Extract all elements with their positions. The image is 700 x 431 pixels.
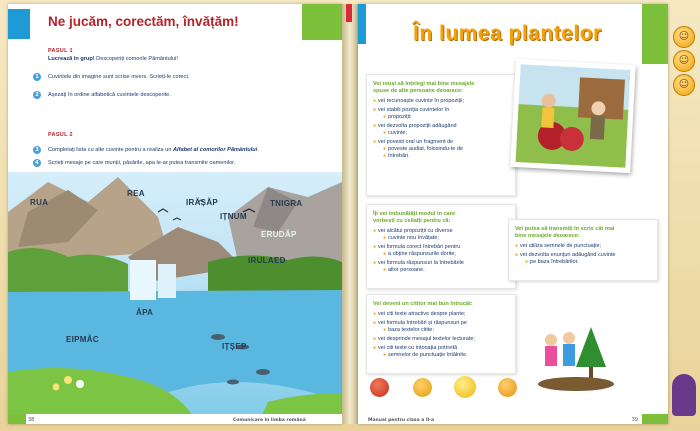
card1-title-line2: spuse de alte persoane deoarece: — [373, 88, 463, 94]
card1-bullet-3a: ● vei dezvolta propoziții adăugând — [373, 123, 457, 130]
side-toolbar — [670, 4, 700, 431]
bird-icon — [173, 218, 181, 220]
right-mountains — [228, 182, 342, 267]
card4-bullet-3: ● vei desprinde mesajul textelor lecturate; — [373, 336, 475, 343]
instruction-3-part-a: Completați lista cu alte cuvinte pentru a realiza un — [48, 147, 173, 153]
left-page-header — [8, 4, 342, 46]
card4-bullet-1: ● vei citi texte atractive despre plante; — [373, 311, 465, 318]
scene-word-itnum: IȚNUM — [220, 212, 247, 221]
left-footer-bar — [8, 414, 26, 424]
left-header-green-block — [302, 4, 342, 40]
bird-icon — [158, 209, 168, 212]
card2-bullet-3a: ● vei formula răspunsuri la întrebările — [373, 260, 464, 267]
instruction-3-part-c: . — [257, 147, 259, 153]
scene-word-rua: RUA — [30, 198, 49, 207]
bookmark-ribbon[interactable] — [346, 4, 352, 22]
item-number-1: 1 — [33, 73, 41, 81]
card4-bullet-4a: ● vei citi texte cu intonația potrivită — [373, 345, 457, 352]
left-page-footer — [8, 414, 342, 424]
right-footer-text: Manual pentru clasa a II-a — [368, 418, 435, 423]
card2-bullet-1a: ● vei alcătui propoziții cu diverse — [373, 228, 453, 235]
card1-bullet-4c: ● întrebări. — [383, 153, 410, 160]
character-avatar[interactable] — [672, 374, 696, 416]
item-number-2: 2 — [33, 91, 41, 99]
happy-face-icon[interactable] — [454, 376, 476, 398]
card3-title-line1: Vei putea să transmiți în scris cât mai — [515, 226, 615, 232]
scene-word-eipmac: EIPMĂC — [66, 335, 99, 344]
smiley-icon[interactable]: ☺ — [673, 50, 695, 72]
fish-icon — [256, 369, 270, 375]
nature-scene-illustration — [8, 172, 342, 424]
neutral-face-icon[interactable] — [498, 378, 517, 397]
card3-title-line2: bine mesajele deoarece: — [515, 233, 580, 239]
card2-bullet-1b: ● cuvinte nou învățate; — [383, 235, 439, 242]
left-page-title: Ne jucăm, corectăm, învățăm! — [48, 14, 239, 29]
step1-bold: Lucrează în grup! — [48, 56, 95, 62]
flower-icon — [76, 380, 84, 388]
instruction-1: Cuvintele din imagine sunt scrise invers. Scrieți-le corect. — [48, 74, 190, 80]
instruction-2: Așezați în ordine alfabetică cuvintele descoperite. — [48, 92, 171, 98]
grandfather-and-child-roses-image — [516, 64, 631, 168]
step1-label: PASUL 1 — [48, 48, 73, 54]
objectives-card-reading — [366, 294, 516, 374]
right-page-title: În lumea plantelor — [413, 22, 602, 45]
scene-word-erudap: ERUDĂP — [261, 230, 297, 239]
scene-word-irulaed: IRULAED — [248, 256, 286, 265]
right-footer-bar — [642, 414, 668, 424]
waterfall — [130, 260, 156, 300]
right-page — [358, 4, 668, 424]
scene-word-irasap: IRĂȘĂP — [186, 198, 219, 207]
objectives-card-listening — [366, 74, 516, 196]
card4-title: Vei deveni un cititor mai bun întrucât: — [373, 301, 473, 307]
angry-face-icon[interactable] — [370, 378, 389, 397]
left-header-blue-bar — [8, 9, 30, 39]
flower-icon — [64, 376, 72, 384]
left-page — [8, 4, 342, 424]
step1-instruction — [48, 56, 178, 62]
item-number-3: 3 — [33, 146, 41, 154]
photo-gardening-illustration — [510, 59, 635, 173]
card1-bullet-4a: ● vei povesti oral un fragment de — [373, 139, 453, 146]
step1-text: Descoperiți comorile Pământului! — [94, 56, 178, 62]
step2-label: PASUL 2 — [48, 132, 73, 138]
fish-icon — [227, 380, 239, 385]
smiley-icon[interactable]: ☺ — [673, 26, 695, 48]
left-page-number: 38 — [28, 417, 35, 423]
card1-bullet-3b: ● cuvinte; — [383, 130, 407, 137]
card3-bullet-2a: ● vei dezvolta enunțuri adăugând cuvinte — [515, 252, 615, 259]
card1-bullet-2a: ● vei stabili poziția cuvintelor în — [373, 107, 449, 114]
scene-word-tnigra: TNIGRA — [270, 199, 303, 208]
card1-bullet-1: ● vei recunoaște cuvinte în propoziții; — [373, 98, 464, 105]
card1-title-line1: Vei reuși să înțelegi mai bine mesajele — [373, 81, 475, 87]
item-number-4: 4 — [33, 159, 41, 167]
right-header-green-block — [642, 4, 668, 64]
sad-face-icon[interactable] — [413, 378, 432, 397]
card4-bullet-4b: ● semnelor de punctuație întâlnite. — [383, 352, 468, 359]
card2-bullet-3b: ● altor persoane. — [383, 267, 425, 274]
waterfall-right — [158, 264, 176, 298]
instruction-4: Scrieți mesaje pe care munții, păsările, apa le-ar putea transmite oamenilor. — [48, 160, 236, 166]
card3-bullet-1: ● vei utiliza semnele de punctuație; — [515, 243, 601, 250]
card1-bullet-2b: ● propoziții; — [383, 114, 412, 121]
left-footer-text: Comunicare în limba română — [233, 418, 306, 423]
scene-word-rea: REA — [127, 189, 145, 198]
smiley-icon[interactable]: ☺ — [673, 74, 695, 96]
card3-bullet-2b: ● pe baza întrebărilor. — [525, 259, 579, 266]
card4-bullet-2a: ● vei formula întrebări și răspunsuri pe — [373, 320, 467, 327]
card1-bullet-4b: ● poveste audiat, folosindu-te de — [383, 146, 463, 153]
right-header-blue-bar — [358, 4, 366, 44]
children-planting-illustration — [536, 322, 616, 392]
book-spine — [342, 4, 358, 424]
instruction-3 — [48, 147, 259, 153]
right-page-footer — [358, 414, 668, 424]
landscape-drawing — [8, 172, 342, 424]
scene-word-apa: ĂPA — [136, 308, 154, 317]
scene-word-itsep: IȚȘEP — [222, 342, 247, 351]
card2-title-line1: Îți vei îmbunătăți modul în care — [373, 211, 456, 217]
card2-title-line2: vorbești cu ceilalți pentru că: — [373, 218, 451, 224]
card4-bullet-2b: ● baza textelor citite; — [383, 327, 434, 334]
instruction-3-alphabet: Alfabet al comorilor Pământului — [173, 147, 258, 153]
objectives-card-speaking — [366, 204, 516, 289]
card2-bullet-2a: ● vei formula corect întrebări pentru — [373, 244, 460, 251]
fish-icon — [211, 334, 225, 340]
card2-bullet-2b: ● a obține răspunsurile dorite; — [383, 251, 456, 258]
objectives-card-writing — [508, 219, 658, 281]
right-page-number: 39 — [631, 417, 638, 423]
flower-icon — [53, 384, 60, 391]
